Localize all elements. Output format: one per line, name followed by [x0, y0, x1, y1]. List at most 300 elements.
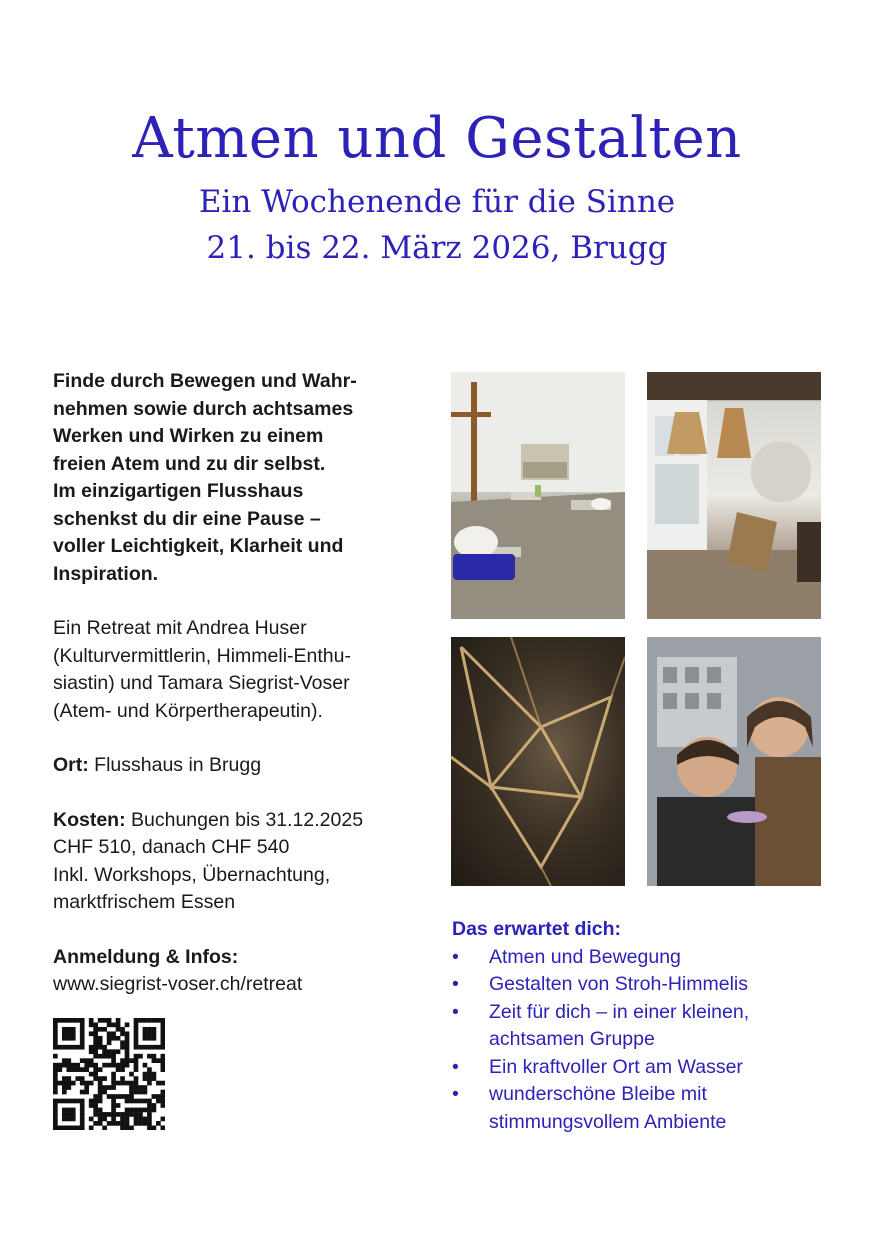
qr-module	[80, 1076, 85, 1081]
qr-module	[120, 1058, 125, 1063]
qr-module	[111, 1058, 116, 1063]
qr-module	[138, 1121, 143, 1126]
qr-module	[134, 1027, 139, 1032]
qr-module	[161, 1090, 165, 1095]
qr-module	[62, 1126, 67, 1130]
qr-module	[111, 1036, 116, 1041]
qr-module	[143, 1045, 148, 1050]
qr-module	[80, 1099, 85, 1104]
qr-module	[125, 1094, 130, 1099]
list-item: • Atmen und Bewegung	[452, 944, 852, 972]
qr-module	[66, 1112, 71, 1117]
qr-module	[66, 1076, 71, 1081]
qr-module	[102, 1090, 107, 1095]
qr-module	[143, 1072, 148, 1077]
qr-module	[57, 1099, 62, 1104]
qr-module	[138, 1090, 143, 1095]
qr-module	[93, 1063, 98, 1068]
qr-module	[116, 1036, 121, 1041]
qr-module	[129, 1072, 134, 1077]
qr-module	[80, 1040, 85, 1045]
qr-module	[71, 1063, 76, 1068]
qr-module	[134, 1018, 139, 1023]
qr-module	[129, 1081, 134, 1086]
qr-module	[93, 1094, 98, 1099]
qr-module	[71, 1031, 76, 1036]
qr-module	[152, 1126, 157, 1130]
qr-module	[98, 1067, 103, 1072]
qr-module	[125, 1054, 130, 1059]
cost-label: Kosten:	[53, 808, 126, 831]
qr-module	[75, 1063, 80, 1068]
qr-module	[134, 1090, 139, 1095]
qr-module	[98, 1117, 103, 1122]
registration-link[interactable]: www.siegrist-voser.ch/retreat	[53, 973, 303, 995]
qr-module	[125, 1126, 130, 1130]
qr-module	[125, 1117, 130, 1122]
qr-module	[138, 1099, 143, 1104]
qr-module	[62, 1099, 67, 1104]
qr-module	[107, 1094, 112, 1099]
qr-module	[129, 1085, 134, 1090]
qr-module	[125, 1112, 130, 1117]
expectations-list	[452, 944, 852, 1137]
location-label: Ort:	[53, 754, 89, 776]
qr-module	[147, 1076, 152, 1081]
qr-module	[98, 1085, 103, 1090]
qr-module	[53, 1054, 58, 1059]
qr-module	[147, 1045, 152, 1050]
qr-module	[129, 1126, 134, 1130]
qr-module	[143, 1085, 148, 1090]
qr-module	[134, 1076, 139, 1081]
qr-module	[80, 1067, 85, 1072]
qr-module	[89, 1022, 94, 1027]
qr-module	[89, 1049, 94, 1054]
qr-module	[53, 1036, 58, 1041]
qr-module	[152, 1076, 157, 1081]
qr-module	[102, 1117, 107, 1122]
qr-module	[75, 1099, 80, 1104]
qr-module	[152, 1103, 157, 1108]
qr-module	[161, 1036, 165, 1041]
intro-text: Finde durch Bewegen und Wahr- nehmen sowie durch achtsames Werken und Wirken zu einem freien Atem und zu dir selbst. Im einzigartigen Flusshaus schenkst du dir eine Pause – voller Leichtigkeit, Klarheit und Inspiration.	[53, 370, 357, 585]
qr-module	[143, 1076, 148, 1081]
qr-module	[71, 1112, 76, 1117]
qr-module	[107, 1031, 112, 1036]
list-item: • Ein kraftvoller Ort am Wasser	[452, 1054, 852, 1082]
qr-module	[71, 1099, 76, 1104]
qr-module	[98, 1099, 103, 1104]
qr-module	[80, 1126, 85, 1130]
qr-module	[62, 1031, 67, 1036]
qr-module	[71, 1018, 76, 1023]
qr-module	[89, 1045, 94, 1050]
qr-module	[147, 1108, 152, 1113]
qr-module	[147, 1031, 152, 1036]
qr-module	[93, 1108, 98, 1113]
qr-module	[111, 1103, 116, 1108]
qr-module	[138, 1018, 143, 1023]
qr-module	[89, 1063, 94, 1068]
qr-module	[66, 1117, 71, 1122]
qr-module	[93, 1045, 98, 1050]
qr-module	[111, 1081, 116, 1086]
qr-module	[120, 1081, 125, 1086]
qr-module	[125, 1036, 130, 1041]
qr-module	[147, 1027, 152, 1032]
qr-module	[107, 1022, 112, 1027]
qr-module	[111, 1063, 116, 1068]
qr-module	[120, 1126, 125, 1130]
qr-module	[71, 1108, 76, 1113]
qr-module	[62, 1085, 67, 1090]
qr-module	[75, 1076, 80, 1081]
qr-module	[143, 1018, 148, 1023]
qr-module	[57, 1063, 62, 1068]
qr-module	[93, 1027, 98, 1032]
qr-module	[80, 1018, 85, 1023]
qr-module	[138, 1112, 143, 1117]
qr-module	[134, 1022, 139, 1027]
qr-module	[134, 1085, 139, 1090]
qr-module	[62, 1117, 67, 1122]
qr-module	[57, 1067, 62, 1072]
qr-module	[143, 1090, 148, 1095]
expectations-title: Das erwartet dich:	[452, 918, 622, 940]
qr-module	[120, 1040, 125, 1045]
qr-module	[102, 1054, 107, 1059]
qr-module	[75, 1045, 80, 1050]
bullet-icon: •	[452, 945, 459, 968]
qr-module	[129, 1094, 134, 1099]
qr-module	[62, 1036, 67, 1041]
qr-module	[116, 1049, 121, 1054]
qr-module	[80, 1081, 85, 1086]
qr-module	[134, 1063, 139, 1068]
qr-module	[93, 1121, 98, 1126]
qr-module	[111, 1072, 116, 1077]
qr-module	[161, 1027, 165, 1032]
qr-module	[80, 1117, 85, 1122]
qr-module	[62, 1112, 67, 1117]
qr-module	[111, 1094, 116, 1099]
list-item: • Zeit für dich – in einer kleinen, achtsamen Gruppe	[452, 1000, 750, 1050]
qr-module	[120, 1027, 125, 1032]
qr-module	[125, 1049, 130, 1054]
bullet-icon: •	[452, 1083, 459, 1105]
qr-module	[120, 1121, 125, 1126]
qr-module	[120, 1117, 125, 1122]
qr-module	[143, 1121, 148, 1126]
qr-module	[107, 1121, 112, 1126]
qr-module	[111, 1085, 116, 1090]
retreat-description: Ein Retreat mit Andrea Huser (Kulturvermittlerin, Himmeli-Enthu- siastin) und Tamara Siegrist-Voser (Atem- und Körpertherapeutin).	[53, 617, 351, 722]
qr-module	[111, 1112, 116, 1117]
qr-module	[89, 1099, 94, 1104]
qr-module	[66, 1018, 71, 1023]
qr-module	[161, 1067, 165, 1072]
qr-module	[93, 1054, 98, 1059]
qr-module	[93, 1036, 98, 1041]
qr-module	[66, 1126, 71, 1130]
qr-module	[138, 1117, 143, 1122]
qr-module	[152, 1045, 157, 1050]
qr-module	[89, 1103, 94, 1108]
qr-module	[156, 1081, 161, 1086]
qr-module	[161, 1099, 165, 1104]
qr-module	[80, 1112, 85, 1117]
qr-module	[129, 1112, 134, 1117]
qr-module	[147, 1099, 152, 1104]
qr-module	[152, 1054, 157, 1059]
expectations-section	[452, 916, 852, 1136]
qr-module	[53, 1081, 58, 1086]
qr-module	[93, 1049, 98, 1054]
qr-module	[102, 1027, 107, 1032]
bullet-icon: •	[452, 1055, 459, 1078]
qr-module	[71, 1036, 76, 1041]
qr-module	[134, 1067, 139, 1072]
qr-module	[147, 1112, 152, 1117]
qr-module	[80, 1045, 85, 1050]
qr-module	[107, 1018, 112, 1023]
qr-module	[80, 1027, 85, 1032]
qr-module	[116, 1112, 121, 1117]
qr-module	[134, 1108, 139, 1113]
event-dates: 21. bis 22. März 2026, Brugg	[206, 230, 668, 266]
qr-module	[134, 1054, 139, 1059]
qr-module	[98, 1081, 103, 1086]
page-subtitle: Ein Wochenende für die Sinne	[198, 184, 676, 220]
qr-module	[53, 1040, 58, 1045]
qr-module	[53, 1045, 58, 1050]
qr-module	[116, 1121, 121, 1126]
location-info	[53, 752, 423, 780]
qr-module	[102, 1112, 107, 1117]
photo-himmeli	[451, 637, 625, 886]
qr-module	[152, 1058, 157, 1063]
qr-module	[80, 1108, 85, 1113]
qr-module	[161, 1081, 165, 1086]
qr-module	[156, 1045, 161, 1050]
qr-module	[89, 1072, 94, 1077]
qr-module	[120, 1112, 125, 1117]
qr-module	[102, 1018, 107, 1023]
qr-module	[129, 1108, 134, 1113]
qr-module	[161, 1126, 165, 1130]
qr-module	[125, 1031, 130, 1036]
qr-module	[93, 1040, 98, 1045]
qr-module	[147, 1103, 152, 1108]
qr-module	[62, 1081, 67, 1086]
qr-module	[116, 1081, 121, 1086]
photo-hosts	[647, 637, 821, 886]
qr-module	[143, 1117, 148, 1122]
qr-module	[143, 1027, 148, 1032]
qr-module	[66, 1099, 71, 1104]
qr-module	[53, 1018, 58, 1023]
qr-module	[53, 1031, 58, 1036]
bullet-icon: •	[452, 1000, 459, 1023]
list-item: • Gestalten von Stroh-Himmelis	[452, 971, 852, 999]
qr-module	[143, 1108, 148, 1113]
qr-module	[98, 1036, 103, 1041]
qr-module	[161, 1018, 165, 1023]
info-column	[53, 368, 423, 999]
qr-module	[152, 1108, 157, 1113]
qr-module	[84, 1081, 89, 1086]
qr-module	[152, 1027, 157, 1032]
qr-module	[156, 1121, 161, 1126]
qr-module	[125, 1081, 130, 1086]
qr-module	[98, 1018, 103, 1023]
qr-module	[111, 1022, 116, 1027]
qr-module	[116, 1018, 121, 1023]
qr-module	[98, 1054, 103, 1059]
qr-module	[66, 1036, 71, 1041]
qr-module	[107, 1063, 112, 1068]
qr-module	[66, 1067, 71, 1072]
qr-module	[53, 1090, 58, 1095]
qr-module	[102, 1045, 107, 1050]
qr-module	[80, 1103, 85, 1108]
qr-module	[84, 1058, 89, 1063]
qr-module	[80, 1031, 85, 1036]
qr-code-icon[interactable]	[53, 1018, 165, 1130]
qr-module	[147, 1081, 152, 1086]
qr-module	[152, 1018, 157, 1023]
qr-module	[107, 1054, 112, 1059]
qr-module	[75, 1126, 80, 1130]
list-item: • wunderschöne Bleibe mit stimmungsvollem Ambiente	[452, 1083, 727, 1133]
qr-module	[125, 1121, 130, 1126]
qr-module	[93, 1072, 98, 1077]
qr-module	[134, 1045, 139, 1050]
photo-grid	[451, 372, 821, 886]
qr-module	[53, 1067, 58, 1072]
qr-module	[84, 1085, 89, 1090]
qr-module	[89, 1117, 94, 1122]
qr-module	[147, 1126, 152, 1130]
qr-module	[62, 1108, 67, 1113]
qr-module	[120, 1067, 125, 1072]
qr-module	[125, 1040, 130, 1045]
qr-module	[66, 1027, 71, 1032]
qr-module	[138, 1045, 143, 1050]
qr-module	[161, 1022, 165, 1027]
qr-module	[120, 1094, 125, 1099]
qr-module	[125, 1058, 130, 1063]
qr-module	[134, 1031, 139, 1036]
qr-module	[53, 1126, 58, 1130]
qr-module	[80, 1121, 85, 1126]
qr-module	[53, 1103, 58, 1108]
qr-module	[93, 1076, 98, 1081]
qr-module	[71, 1081, 76, 1086]
qr-module	[125, 1099, 130, 1104]
qr-module	[57, 1081, 62, 1086]
qr-module	[116, 1094, 121, 1099]
qr-module	[120, 1076, 125, 1081]
qr-module	[147, 1117, 152, 1122]
qr-module	[62, 1045, 67, 1050]
qr-module	[161, 1040, 165, 1045]
qr-module	[116, 1103, 121, 1108]
qr-module	[147, 1036, 152, 1041]
qr-module	[53, 1121, 58, 1126]
qr-module	[111, 1099, 116, 1104]
qr-module	[147, 1121, 152, 1126]
qr-module	[62, 1018, 67, 1023]
qr-module	[107, 1085, 112, 1090]
qr-module	[57, 1126, 62, 1130]
qr-module	[53, 1099, 58, 1104]
qr-module	[62, 1076, 67, 1081]
qr-module	[62, 1090, 67, 1095]
qr-module	[66, 1058, 71, 1063]
qr-module	[98, 1045, 103, 1050]
qr-module	[147, 1067, 152, 1072]
qr-module	[134, 1121, 139, 1126]
qr-module	[84, 1063, 89, 1068]
photo-yoga-room	[451, 372, 625, 619]
cost-info: Kosten: Buchungen bis 31.12.2025 CHF 510, danach CHF 540 Inkl. Workshops, Übernachtung, marktfrischem Essen	[53, 808, 364, 913]
qr-module	[57, 1045, 62, 1050]
qr-module	[138, 1054, 143, 1059]
qr-module	[98, 1027, 103, 1032]
qr-module	[134, 1112, 139, 1117]
qr-module	[53, 1027, 58, 1032]
qr-module	[161, 1031, 165, 1036]
qr-module	[66, 1085, 71, 1090]
qr-module	[75, 1018, 80, 1023]
qr-module	[138, 1108, 143, 1113]
qr-module	[71, 1067, 76, 1072]
qr-module	[62, 1058, 67, 1063]
location-value: Flusshaus in Brugg	[88, 754, 262, 776]
qr-module	[89, 1031, 94, 1036]
qr-module	[84, 1067, 89, 1072]
qr-module	[125, 1108, 130, 1113]
qr-module	[152, 1031, 157, 1036]
qr-module	[98, 1121, 103, 1126]
qr-module	[161, 1054, 165, 1059]
qr-module	[80, 1022, 85, 1027]
qr-code-graphic	[53, 1018, 165, 1130]
qr-module	[53, 1076, 58, 1081]
qr-module	[125, 1063, 130, 1068]
qr-module	[53, 1063, 58, 1068]
qr-module	[161, 1117, 165, 1122]
qr-module	[138, 1085, 143, 1090]
qr-module	[134, 1058, 139, 1063]
qr-module	[147, 1018, 152, 1023]
qr-module	[98, 1076, 103, 1081]
qr-module	[129, 1090, 134, 1095]
qr-module	[89, 1018, 94, 1023]
qr-module	[80, 1036, 85, 1041]
qr-module	[53, 1085, 58, 1090]
qr-module	[147, 1054, 152, 1059]
qr-module	[93, 1103, 98, 1108]
qr-module	[102, 1126, 107, 1130]
page-title: Atmen und Gestalten	[132, 106, 742, 171]
qr-module	[57, 1018, 62, 1023]
qr-module	[134, 1036, 139, 1041]
qr-module	[107, 1112, 112, 1117]
qr-module	[116, 1063, 121, 1068]
